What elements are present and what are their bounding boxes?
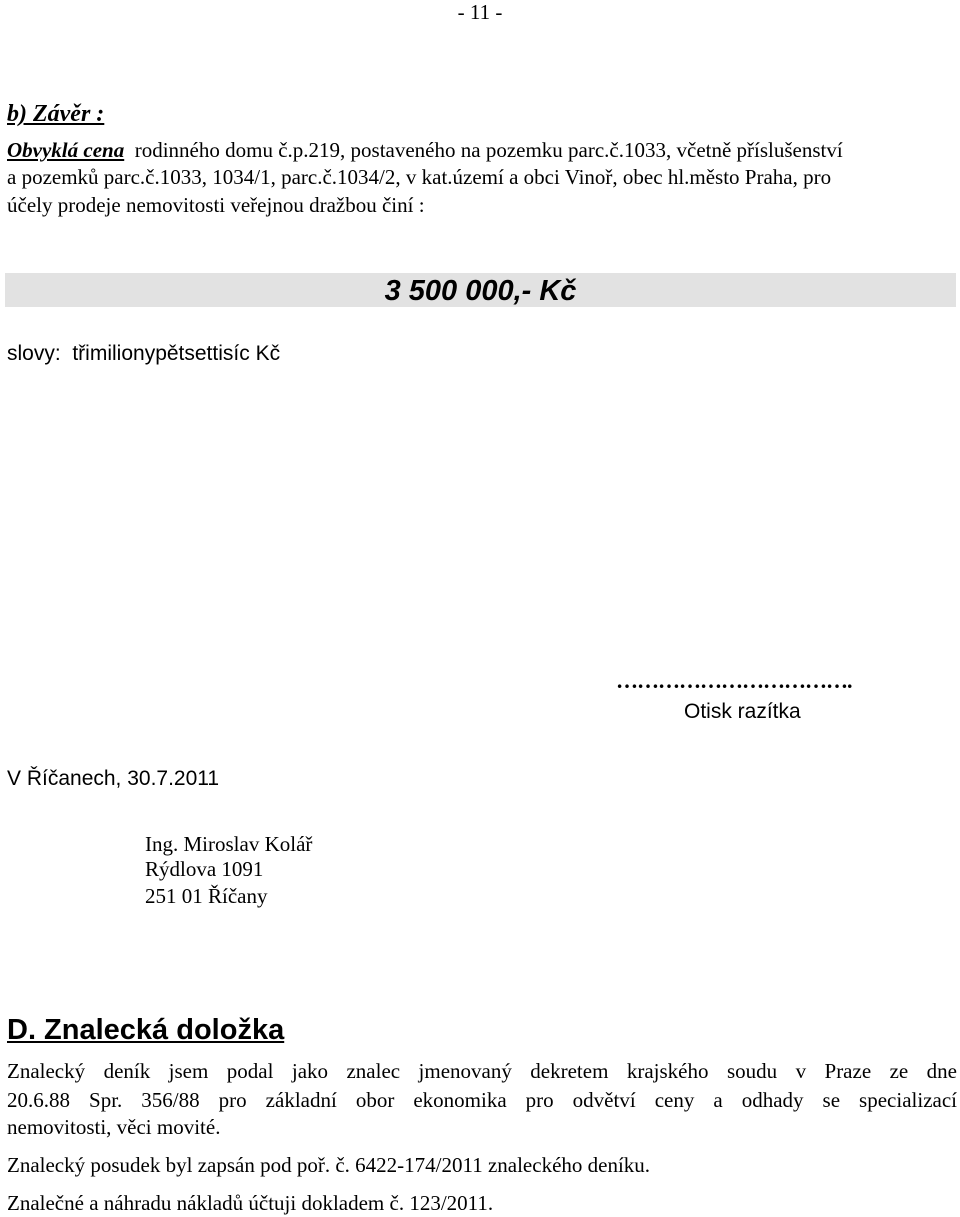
- usual-price-label: Obvyklá cena: [7, 138, 125, 162]
- signatory-name: Ing. Miroslav Kolář: [145, 832, 313, 856]
- conclusion-line-3: účely prodeje nemovitosti veřejnou dražbou činí :: [7, 193, 425, 217]
- signatory-city: 251 01 Říčany: [145, 884, 268, 908]
- fee-note: Znalečné a náhradu nákladů účtuji dokladem č. 123/2011.: [7, 1191, 494, 1215]
- stamp-dotted-line: …………………………….: [616, 668, 852, 693]
- registration-note: Znalecký posudek byl zapsán pod poř. č. 6422-174/2011 znaleckého deníku.: [7, 1153, 651, 1177]
- expert-clause-line-2: 20.6.88 Spr. 356/88 pro základní obor ekonomika pro odvětví ceny a odhady se specializací: [7, 1088, 957, 1112]
- conclusion-line-1-text: rodinného domu č.p.219, postaveného na pozemku parc.č.1033, včetně příslušenství: [124, 138, 843, 162]
- price-banner: [5, 273, 956, 307]
- price-in-words: slovy: třimilionypětsettisíc Kč: [7, 342, 281, 365]
- signatory-street: Rýdlova 1091: [145, 857, 264, 881]
- place-and-date: V Říčanech, 30.7.2011: [7, 767, 220, 790]
- stamp-label: Otisk razítka: [684, 700, 801, 723]
- page-number: - 11 -: [457, 0, 503, 24]
- conclusion-line-2: a pozemků parc.č.1033, 1034/1, parc.č.1034/2, v kat.území a obci Vinoř, obec hl.město Praha, pro: [7, 165, 832, 189]
- expert-clause-line-1: Znalecký deník jsem podal jako znalec jmenovaný dekretem krajského soudu v Praze ze dne: [7, 1059, 957, 1083]
- section-b-heading: b) Závěr :: [7, 101, 105, 127]
- section-d-heading: D. Znalecká doložka: [7, 1014, 285, 1046]
- expert-clause-line-3: nemovitosti, věci movité.: [7, 1115, 221, 1139]
- price-value: 3 500 000,- Kč: [384, 275, 577, 307]
- conclusion-line-1: [7, 136, 843, 165]
